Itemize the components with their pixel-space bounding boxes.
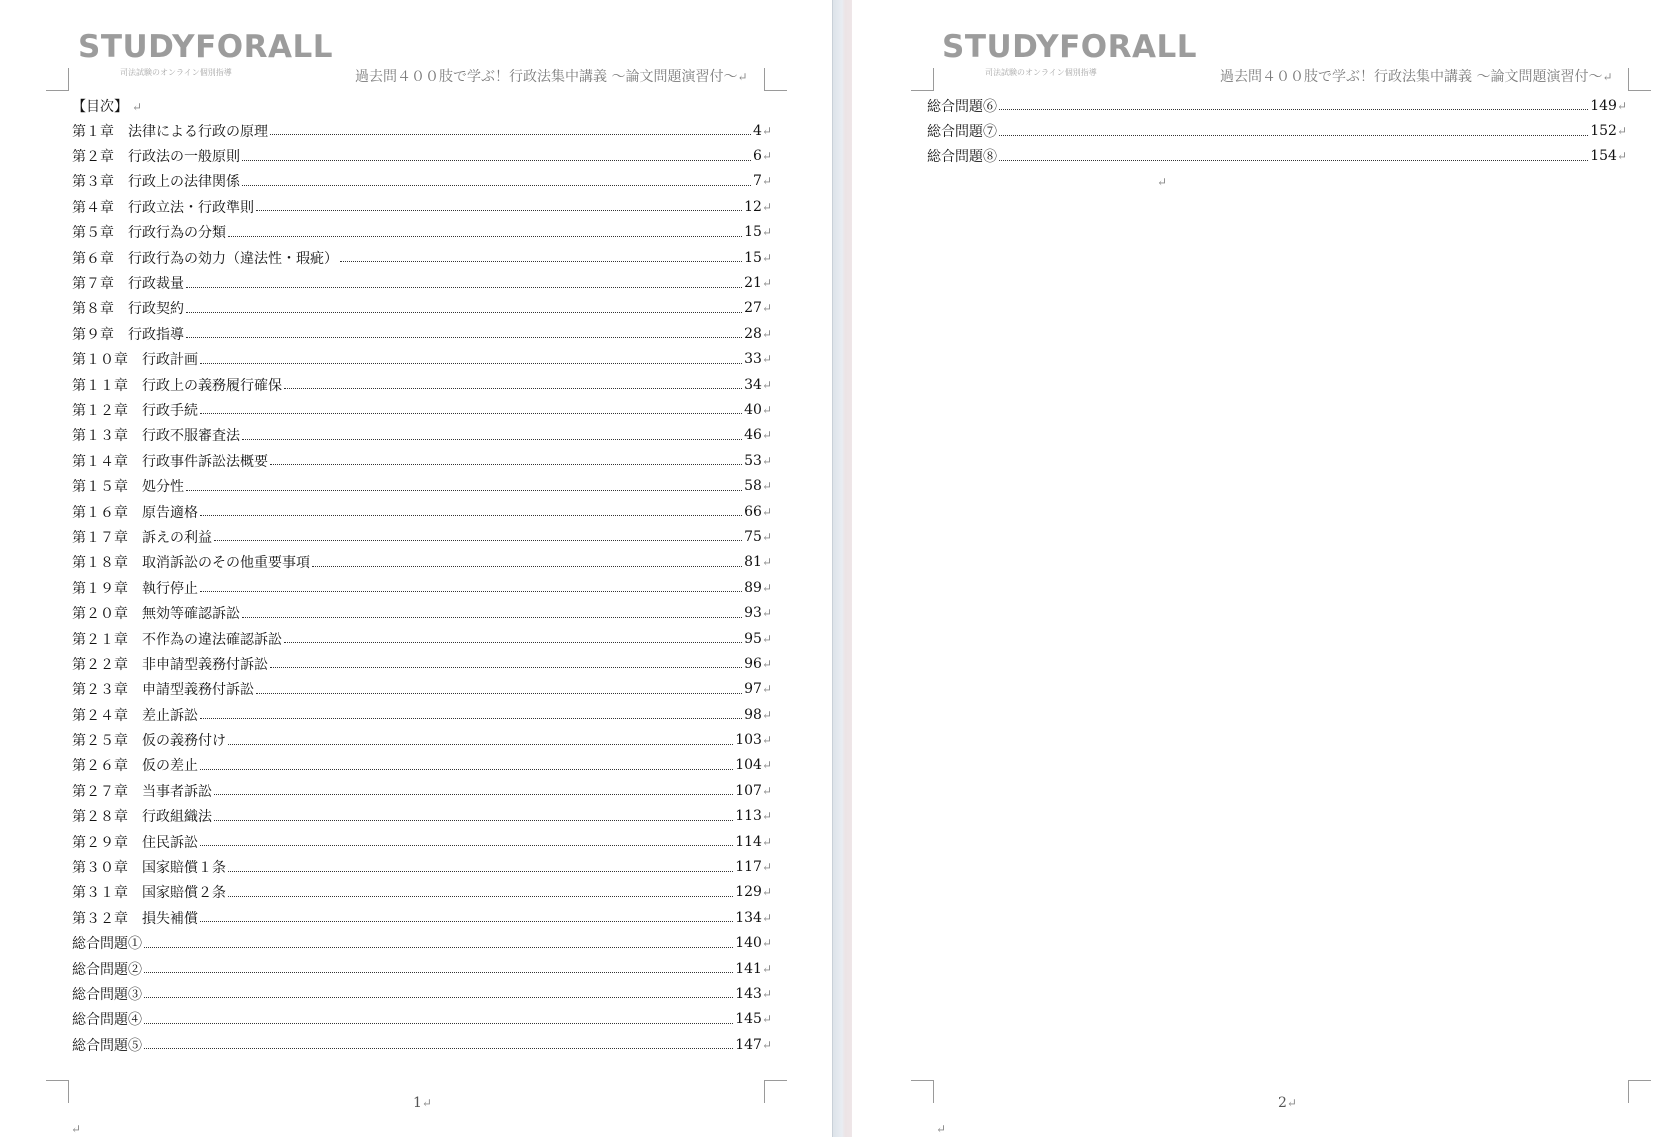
logo-subtitle: 司法試験のオンライン個別指導 (120, 68, 232, 77)
page-header-title (1220, 66, 1613, 86)
toc-dot-leader (214, 540, 742, 541)
toc-entry-title: 第３２章 損失補償 (72, 910, 198, 927)
logo-subtitle: 司法試験のオンライン個別指導 (985, 68, 1097, 77)
toc-entry-page: 107 (735, 782, 762, 799)
toc-entry-title: 第１５章 処分性 (72, 479, 184, 496)
toc-entry[interactable] (72, 804, 772, 829)
toc-entry-page: 143 (735, 985, 762, 1002)
toc-entry-title: 総合問題① (72, 936, 142, 953)
toc-entry-title: 第１章 法律による行政の原理 (72, 123, 268, 140)
paragraph-mark-icon: ↵ (761, 250, 772, 265)
toc-entry[interactable] (72, 778, 772, 803)
toc-entry-title: 総合問題⑥ (927, 98, 997, 115)
toc-entry-page: 117 (735, 859, 762, 876)
toc-entry-page: 81 (744, 554, 762, 571)
toc-dot-leader (144, 972, 733, 973)
toc-entry-page: 113 (735, 808, 762, 825)
toc-entry-page: 75 (744, 528, 762, 545)
paragraph-mark-icon: ↵ (761, 961, 772, 976)
crop-mark-top-left (46, 68, 69, 91)
toc-entry-page: 96 (744, 655, 762, 672)
toc-entry[interactable] (72, 753, 772, 778)
toc-entry-title: 第２９章 住民訴訟 (72, 834, 198, 851)
crop-mark-top-right (764, 68, 787, 91)
toc-entry-title: 第２７章 当事者訴訟 (72, 783, 212, 800)
toc-entry[interactable] (72, 321, 772, 346)
paragraph-mark-icon: ↵ (761, 580, 772, 595)
toc-entry-page: 4 (753, 122, 762, 139)
toc-entry-page: 141 (735, 960, 762, 977)
toc-entry-title: 第４章 行政立法・行政準則 (72, 199, 254, 216)
toc-entry[interactable] (72, 905, 772, 930)
toc-entry[interactable] (72, 550, 772, 575)
paragraph-mark-icon: ↵ (936, 1122, 947, 1136)
toc-entry-title: 第１７章 訴えの利益 (72, 529, 212, 546)
toc-entry-title: 第６章 行政行為の効力（違法性・瑕疵） (72, 250, 338, 267)
toc-entry[interactable] (72, 473, 772, 498)
toc-dot-leader (999, 135, 1588, 136)
toc-entry-title: 第２３章 申請型義務付訴訟 (72, 682, 254, 699)
toc-entry-title: 第２０章 無効等確認訴訟 (72, 606, 240, 623)
paragraph-mark-icon: ↵ (761, 199, 772, 214)
paragraph-mark-icon: ↵ (761, 631, 772, 646)
toc-dot-leader (284, 388, 742, 389)
toc-dot-leader (340, 261, 742, 262)
toc-entry-title: 第２８章 行政組織法 (72, 809, 212, 826)
toc-dot-leader (228, 896, 733, 897)
paragraph-mark-icon: ↵ (132, 100, 143, 114)
toc-entry[interactable] (72, 854, 772, 879)
toc-entry[interactable] (72, 347, 772, 372)
toc-heading (72, 96, 142, 116)
toc-dot-leader (200, 921, 733, 922)
toc-dot-leader (144, 947, 733, 948)
paragraph-mark-icon: ↵ (761, 529, 772, 544)
toc-dot-leader (270, 464, 742, 465)
toc-entry-title: 第２４章 差止訴訟 (72, 707, 198, 724)
paragraph-mark-icon: ↵ (421, 1096, 432, 1110)
toc-dot-leader (200, 591, 742, 592)
page-header-title (355, 66, 748, 86)
toc-dot-leader (228, 871, 733, 872)
toc-entry-page: 98 (744, 706, 762, 723)
paragraph-mark-icon: ↵ (761, 428, 772, 443)
toc-entry[interactable] (72, 931, 772, 956)
paragraph-mark-icon: ↵ (1286, 1096, 1297, 1110)
toc-entry-page: 134 (735, 909, 762, 926)
toc-entry[interactable] (72, 600, 772, 625)
paragraph-mark-icon: ↵ (761, 656, 772, 671)
paragraph-mark-icon: ↵ (1616, 124, 1627, 139)
toc-entry-page: 6 (753, 148, 762, 165)
toc-entry-page: 15 (744, 224, 762, 241)
toc-entry-title: 総合問題④ (72, 1012, 142, 1029)
toc-dot-leader (228, 236, 742, 237)
paragraph-mark-icon: ↵ (1616, 98, 1627, 113)
toc-dot-leader (256, 210, 742, 211)
toc-entry-page: 21 (744, 275, 762, 292)
toc-entry[interactable] (72, 143, 772, 168)
toc-dot-leader (200, 718, 742, 719)
toc-entry[interactable] (72, 118, 772, 143)
crop-mark-top-right (1628, 68, 1651, 91)
toc-entry[interactable] (72, 270, 772, 295)
paragraph-mark-icon: ↵ (761, 733, 772, 748)
toc-entry-title: 第２１章 不作為の違法確認訴訟 (72, 631, 282, 648)
toc-entry-page: 34 (744, 376, 762, 393)
toc-entry-title: 第１８章 取消訴訟のその他重要事項 (72, 555, 310, 572)
toc-dot-leader (186, 312, 742, 313)
toc-dot-leader (242, 617, 742, 618)
paragraph-mark-icon: ↵ (761, 606, 772, 621)
toc-entry-page: 149 (1590, 97, 1617, 114)
toc-entry-title: 第２５章 仮の義務付け (72, 733, 226, 750)
toc-dot-leader (200, 845, 733, 846)
toc-entry-page: 95 (744, 630, 762, 647)
paragraph-mark-icon: ↵ (761, 809, 772, 824)
toc-dot-leader (228, 744, 733, 745)
toc-entry-page: 58 (744, 478, 762, 495)
page-gap (832, 0, 853, 1137)
toc-entry[interactable] (72, 448, 772, 473)
toc-entry-title: 総合問題⑦ (927, 124, 997, 141)
toc-entry-title: 第２６章 仮の差止 (72, 758, 198, 775)
toc-dot-leader (200, 769, 733, 770)
toc-entry[interactable] (72, 220, 772, 245)
paragraph-mark-icon: ↵ (761, 758, 772, 773)
toc-entry[interactable] (72, 296, 772, 321)
paragraph-mark-icon: ↵ (737, 70, 748, 84)
document-page-2 (852, 0, 1680, 1137)
toc-entry-title: 第１４章 行政事件訴訟法概要 (72, 453, 268, 470)
paragraph-mark-icon: ↵ (761, 707, 772, 722)
toc-heading-text: 【目次】 (72, 99, 128, 115)
toc-entry-page: 147 (735, 1036, 762, 1053)
paragraph-mark-icon: ↵ (1602, 70, 1613, 84)
paragraph-mark-icon: ↵ (761, 986, 772, 1001)
toc-entry[interactable] (72, 1032, 772, 1057)
page-number-text: 1 (413, 1095, 422, 1111)
toc-entry[interactable] (72, 1007, 772, 1032)
paragraph-mark-icon: ↵ (71, 1122, 82, 1136)
page-number (413, 1095, 432, 1111)
toc-entry-page: 27 (744, 300, 762, 317)
paragraph-mark-icon: ↵ (761, 453, 772, 468)
toc-entry-title: 第７章 行政裁量 (72, 276, 184, 293)
toc-entry-title: 総合問題⑧ (927, 149, 997, 166)
paragraph-mark-icon: ↵ (761, 301, 772, 316)
paragraph-mark-icon: ↵ (761, 326, 772, 341)
table-of-contents (927, 93, 1627, 169)
toc-entry-title: 第２章 行政法の一般原則 (72, 149, 240, 166)
toc-entry-page: 89 (744, 579, 762, 596)
toc-entry-title: 総合問題② (72, 961, 142, 978)
toc-entry-page: 154 (1590, 148, 1617, 165)
toc-entry-title: 総合問題③ (72, 986, 142, 1003)
toc-dot-leader (200, 363, 742, 364)
toc-entry[interactable] (72, 245, 772, 270)
toc-entry[interactable] (72, 702, 772, 727)
toc-dot-leader (214, 820, 733, 821)
toc-entry-page: 7 (753, 173, 762, 190)
toc-entry[interactable] (72, 169, 772, 194)
toc-entry[interactable] (72, 829, 772, 854)
toc-dot-leader (144, 1023, 733, 1024)
toc-entry[interactable] (927, 93, 1627, 118)
toc-entry-title: 第３１章 国家賠償２条 (72, 885, 226, 902)
paragraph-mark-icon: ↵ (1616, 149, 1627, 164)
toc-entry[interactable] (72, 626, 772, 651)
header-title-text: 過去問４００肢で学ぶ！行政法集中講義 ～論文問題演習付～ (1220, 69, 1603, 85)
page-number (1278, 1095, 1297, 1111)
paragraph-mark-icon: ↵ (761, 504, 772, 519)
toc-dot-leader (999, 160, 1588, 161)
toc-entry[interactable] (72, 651, 772, 676)
toc-entry-title: 第３章 行政上の法律関係 (72, 174, 240, 191)
crop-mark-top-left (911, 68, 934, 91)
toc-dot-leader (200, 413, 742, 414)
toc-entry-title: 第１６章 原告適格 (72, 504, 198, 521)
toc-entry[interactable] (72, 524, 772, 549)
paragraph-mark-icon: ↵ (761, 1037, 772, 1052)
toc-dot-leader (312, 566, 742, 567)
toc-dot-leader (242, 439, 742, 440)
paragraph-mark-icon: ↵ (1157, 175, 1168, 189)
paragraph-mark-icon: ↵ (761, 377, 772, 392)
toc-entry[interactable] (72, 956, 772, 981)
table-of-contents (72, 118, 772, 1057)
paragraph-mark-icon: ↵ (761, 149, 772, 164)
toc-entry[interactable] (927, 118, 1627, 143)
toc-entry-page: 46 (744, 427, 762, 444)
toc-dot-leader (214, 794, 733, 795)
toc-entry-page: 12 (744, 198, 762, 215)
toc-entry-page: 40 (744, 401, 762, 418)
toc-entry-title: 第９章 行政指導 (72, 326, 184, 343)
toc-dot-leader (999, 109, 1588, 110)
toc-entry[interactable] (72, 194, 772, 219)
toc-dot-leader (186, 287, 742, 288)
toc-entry-page: 97 (744, 681, 762, 698)
studyforall-logo: STUDYFORALL (942, 29, 1197, 65)
toc-entry[interactable] (72, 397, 772, 422)
toc-entry[interactable] (72, 372, 772, 397)
studyforall-logo: STUDYFORALL (78, 29, 333, 65)
crop-mark-bottom-left (46, 1080, 69, 1103)
paragraph-mark-icon: ↵ (761, 885, 772, 900)
toc-entry-title: 第５章 行政行為の分類 (72, 225, 226, 242)
toc-entry-page: 93 (744, 605, 762, 622)
toc-entry[interactable] (72, 499, 772, 524)
toc-dot-leader (242, 160, 751, 161)
toc-dot-leader (144, 1048, 733, 1049)
toc-entry-page: 15 (744, 249, 762, 266)
page-number-text: 2 (1278, 1095, 1287, 1111)
toc-entry-page: 53 (744, 452, 762, 469)
toc-entry-title: 第１０章 行政計画 (72, 352, 198, 369)
paragraph-mark-icon: ↵ (761, 123, 772, 138)
toc-dot-leader (144, 997, 733, 998)
header-title-text: 過去問４００肢で学ぶ！行政法集中講義 ～論文問題演習付～ (355, 69, 738, 85)
toc-entry-title: 第２２章 非申請型義務付訴訟 (72, 656, 268, 673)
toc-entry-page: 28 (744, 325, 762, 342)
paragraph-mark-icon: ↵ (761, 783, 772, 798)
paragraph-mark-icon: ↵ (761, 174, 772, 189)
paragraph-mark-icon: ↵ (761, 1012, 772, 1027)
toc-entry-page: 152 (1590, 123, 1617, 140)
toc-dot-leader (242, 185, 751, 186)
paragraph-mark-icon: ↵ (761, 276, 772, 291)
toc-entry-page: 103 (735, 732, 762, 749)
toc-dot-leader (256, 693, 742, 694)
paragraph-mark-icon: ↵ (761, 352, 772, 367)
toc-entry[interactable] (72, 981, 772, 1006)
toc-entry-page: 145 (735, 1011, 762, 1028)
toc-entry-title: 総合問題⑤ (72, 1037, 142, 1054)
toc-entry[interactable] (927, 144, 1627, 169)
toc-dot-leader (270, 667, 742, 668)
paragraph-mark-icon: ↵ (761, 479, 772, 494)
paragraph-mark-icon: ↵ (761, 682, 772, 697)
paragraph-mark-icon: ↵ (761, 910, 772, 925)
toc-entry-title: 第１２章 行政手続 (72, 402, 198, 419)
crop-mark-bottom-right (764, 1080, 787, 1103)
toc-entry-page: 66 (744, 503, 762, 520)
toc-entry-page: 129 (735, 884, 762, 901)
toc-dot-leader (200, 515, 742, 516)
crop-mark-bottom-right (1628, 1080, 1651, 1103)
toc-dot-leader (270, 134, 751, 135)
toc-dot-leader (186, 490, 742, 491)
toc-entry[interactable] (72, 677, 772, 702)
paragraph-mark-icon: ↵ (761, 936, 772, 951)
toc-entry-title: 第１９章 執行停止 (72, 580, 198, 597)
paragraph-mark-icon: ↵ (761, 225, 772, 240)
toc-entry[interactable] (72, 575, 772, 600)
paragraph-mark-icon: ↵ (761, 555, 772, 570)
toc-dot-leader (284, 642, 742, 643)
crop-mark-bottom-left (911, 1080, 934, 1103)
toc-entry-page: 114 (735, 833, 762, 850)
paragraph-mark-icon: ↵ (761, 860, 772, 875)
toc-entry-page: 33 (744, 351, 762, 368)
toc-entry-page: 104 (735, 757, 762, 774)
toc-entry-title: 第３０章 国家賠償１条 (72, 860, 226, 877)
toc-entry[interactable] (72, 423, 772, 448)
toc-dot-leader (186, 337, 742, 338)
paragraph-mark-icon: ↵ (761, 834, 772, 849)
toc-entry-title: 第１３章 行政不服審査法 (72, 428, 240, 445)
toc-entry[interactable] (72, 727, 772, 752)
toc-entry-title: 第１１章 行政上の義務履行確保 (72, 377, 282, 394)
paragraph-mark-icon: ↵ (761, 402, 772, 417)
toc-entry-title: 第８章 行政契約 (72, 301, 184, 318)
toc-entry-page: 140 (735, 935, 762, 952)
document-page-1 (0, 0, 832, 1137)
toc-entry[interactable] (72, 880, 772, 905)
